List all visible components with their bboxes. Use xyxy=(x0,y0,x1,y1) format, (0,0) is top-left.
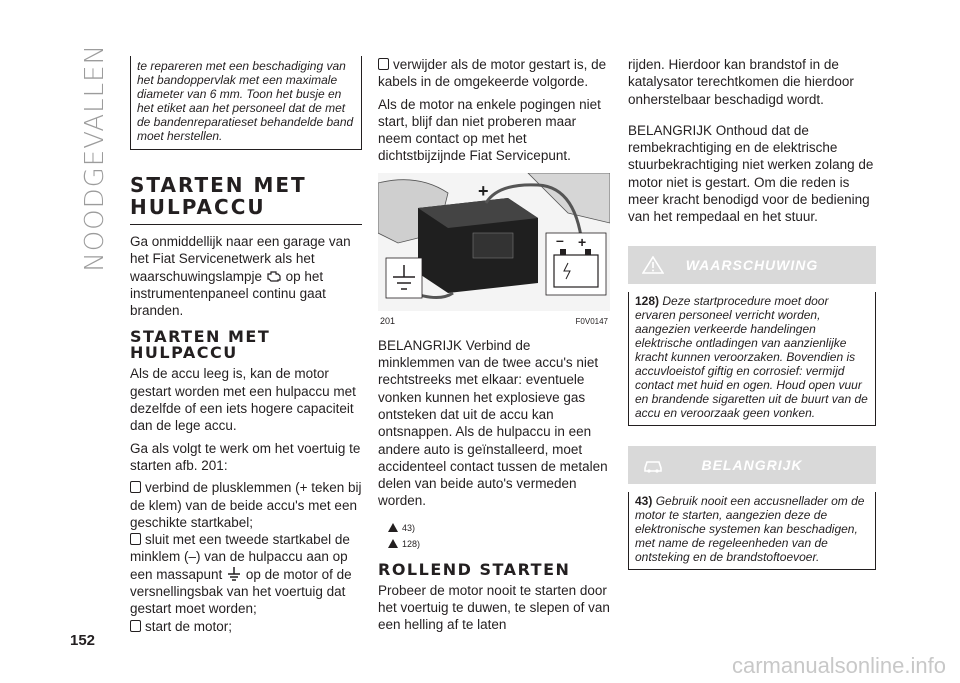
figure-jump-start xyxy=(378,173,610,326)
page-number: 152 xyxy=(70,632,96,649)
checkbox-bullet-icon xyxy=(130,481,141,493)
reference-important: 43) xyxy=(388,520,610,536)
list-item: verbind de plusklemmen (+ teken bij de klem) van de beide accu's met een geschikte startkabel; xyxy=(130,480,362,530)
engine-warning-icon xyxy=(266,269,282,283)
ground-icon xyxy=(226,567,242,581)
important-text: 43) Gebruik nooit een accusnellader om de motor te starten, aangezien deze de elektronische systemen kan beschadigen, met name de regeleenheden van de ontsteking en de brandstoftoevoer. xyxy=(635,493,865,564)
warning-panel-body xyxy=(628,292,876,426)
checkbox-bullet-icon xyxy=(130,533,141,545)
svg-text:–: – xyxy=(556,231,564,248)
paragraph-important-clamps: BELANGRIJK Verbind de minklemmen van de twee accu's niet rechtstreeks met elkaar: eventuele vonken kunnen het explosieve gas ontsteken dat uit de accu kan ontsnappen. Als de hulpaccu in een andere auto is geïnstalleerd, moet accidenteel contact tussen de metalen delen van beide auto's vermeden worden. xyxy=(378,337,608,509)
footer-watermark: carmanualsonline.info xyxy=(731,653,946,678)
paragraph-procedure: Ga als volgt te werk om het voertuig te starten afb. 201: xyxy=(130,440,361,473)
column-2 xyxy=(378,56,610,639)
column-3 xyxy=(628,56,876,570)
figure-number: 201 xyxy=(380,315,396,326)
paragraph-battery-low: Als de accu leeg is, kan de motor gestart worden met een hulpaccu met dezelfde of een iets hogere capaciteit dan de lege accu. xyxy=(130,366,356,434)
section-heading-starting: STARTEN MET HULPACCU xyxy=(130,174,362,225)
list-item: verwijder als de motor gestart is, de kabels in de omgekeerde volgorde. xyxy=(378,57,607,90)
reference-list xyxy=(388,520,610,552)
car-icon xyxy=(388,523,398,532)
svg-text:+: + xyxy=(578,233,587,250)
checkbox-bullet-icon xyxy=(130,620,141,632)
paragraph-brake-assist: BELANGRIJK Onthoud dat de rembekrachtiging en de elektrische stuurbekrachtiging niet werken zolang de motor niet is gestart. Om die reden is meer kracht benodigd voor de bediening van het rempedaal en het stuur. xyxy=(628,122,874,225)
tyre-note-text: te repareren met een beschadiging van het bandoppervlak met een maximale diameter van 6 mm. Toon het busje en het etiket aan het personeel dat de met de bandenreparatieset behandelde band moet herstellen. xyxy=(137,59,354,143)
jump-start-illustration xyxy=(378,173,610,311)
important-title: BELANGRIJK xyxy=(701,456,803,473)
figure-code: F0V0147 xyxy=(575,316,608,326)
svg-text:+: + xyxy=(478,180,489,201)
tyre-note-box xyxy=(130,56,362,150)
reference-warning: 128) xyxy=(388,536,610,552)
column-1 xyxy=(130,56,362,635)
section-heading-rolling: ROLLEND STARTEN xyxy=(378,559,571,579)
important-panel-body xyxy=(628,492,876,570)
important-panel-header xyxy=(628,446,876,484)
warning-triangle-icon xyxy=(388,539,398,548)
subheading-starting: STARTEN MET HULPACCU xyxy=(130,327,271,363)
chapter-title: NOODGEVALLEN xyxy=(80,44,110,272)
list-item: start de motor; xyxy=(130,618,362,635)
checkbox-bullet-icon xyxy=(378,58,389,70)
warning-text: 128) Deze startprocedure moet door ervaren personeel verricht worden, aangezien verkeerde handelingen elektrische ontladingen van aanzienlijke kracht kunnen veroorzaken. Bovendien is accuvloeistof giftig en corrosief: vermijd contact met huid en ogen. Houd open vuur en brandende sigaretten uit de buurt van de accu en veroorzaak geen vonken. xyxy=(635,293,868,420)
list-item: sluit met een tweede startkabel de minklem (–) van de hulpaccu aan op een massapunt op de motor of de versnellingsbak van het voertuig dat gestart moet worden; xyxy=(130,532,352,617)
paragraph-catalyst: rijden. Hierdoor kan brandstof in de katalysator terechtkomen die hierdoor onherstelbaar beschadigd wordt. xyxy=(628,57,854,107)
paragraph-no-start: Als de motor na enkele pogingen niet start, blijf dan niet proberen maar neem contact op met het dichtstbijzijnde Fiat Servicepunt. xyxy=(378,96,601,164)
warning-title: WAARSCHUWING xyxy=(685,256,819,273)
paragraph-rolling: Probeer de motor nooit te starten door het voertuig te duwen, te slepen of van een helling af te laten xyxy=(378,582,610,633)
warning-panel-header xyxy=(628,246,876,284)
paragraph-garage: Ga onmiddellijk naar een garage van het Fiat Servicenetwerk als het waarschuwingslampje op het instrumentenpaneel continu gaat branden. xyxy=(130,234,351,319)
